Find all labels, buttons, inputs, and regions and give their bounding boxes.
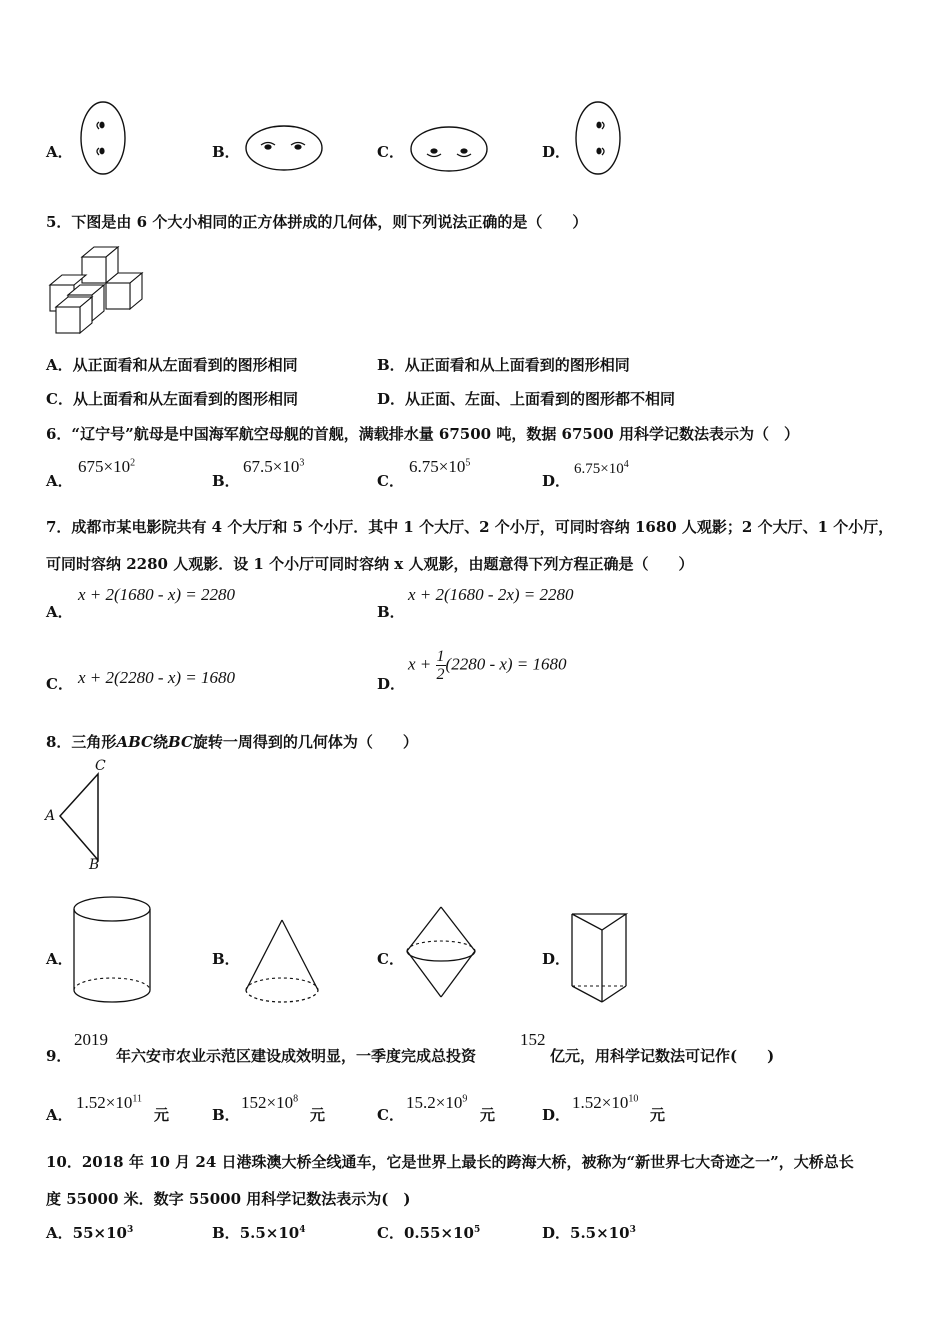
q6-option-b-value: $67.5\times 10^3$ xyxy=(243,457,305,476)
q5-option-d-label: D． xyxy=(377,390,406,408)
q5-option-b-label: B． xyxy=(377,356,405,374)
q7-option-a-label[interactable]: A． xyxy=(46,603,73,621)
q6-option-a-label[interactable]: A． xyxy=(46,472,73,490)
q9-option-d-value: $1.52\times 10^{10}$ xyxy=(572,1093,639,1112)
q4-option-c-label[interactable]: C． xyxy=(377,143,404,161)
q5-option-a-label: A． xyxy=(46,356,73,374)
q10-option-a[interactable]: A．$55\times 10^3$ xyxy=(46,1224,134,1242)
q10-option-c-value: 0.55×10 xyxy=(403,1224,474,1242)
q10-option-d-label: D． xyxy=(542,1224,571,1242)
q4-option-a-label[interactable]: A． xyxy=(46,143,73,161)
q5-option-c-label: C． xyxy=(46,390,73,408)
q9-option-c-label[interactable]: C． xyxy=(377,1106,404,1124)
double-cone-figure xyxy=(405,905,479,1001)
q6-stem: 6．“辽宁号”航母是中国海军航空母舰的首舰，满载排水量 67500 吨，数据 67500 用科学记数法表示为（ ） xyxy=(46,425,799,443)
q9-option-b-value: $152\times 10^8$ xyxy=(241,1093,299,1112)
q10-option-b-value: 5.5×10 xyxy=(239,1224,300,1242)
q6-option-c-label[interactable]: C． xyxy=(377,472,404,490)
q9-number: 9． xyxy=(46,1047,72,1065)
q9-option-b-label[interactable]: B． xyxy=(212,1106,240,1124)
q10-option-a-label: A． xyxy=(46,1224,73,1242)
q7-option-c-label[interactable]: C． xyxy=(46,675,73,693)
q5-option-a-text: 从正面看和从左面看到的图形相同 xyxy=(72,356,298,374)
q10-option-b-label: B． xyxy=(212,1224,240,1242)
q9-year: 2019 xyxy=(74,1030,108,1049)
q10-stem-line2: 度 55000 米．数字 55000 用科学记数法表示为( ) xyxy=(46,1190,411,1208)
cone-figure xyxy=(242,918,324,1008)
triangular-prism-figure xyxy=(570,910,632,1006)
q5-cube-figure xyxy=(46,245,150,337)
q9-option-a-value: $1.52\times 10^{11}$ xyxy=(76,1093,142,1112)
q7-option-b-equation: x + 2(1680 - 2x) = 2280 xyxy=(408,585,574,604)
q5-option-c-text: 从上面看和从左面看到的图形相同 xyxy=(72,390,298,408)
one-half-fraction: $\frac{1}{2}$ xyxy=(436,648,445,683)
q10-option-a-value: 55×10 xyxy=(72,1224,127,1242)
q9-option-d-label[interactable]: D． xyxy=(542,1106,571,1124)
q6-option-a-value: $675\times 10^2$ xyxy=(78,457,136,476)
q4-option-c-figure xyxy=(410,126,490,176)
cylinder-figure xyxy=(72,895,154,1007)
q8-option-a-label[interactable]: A． xyxy=(46,950,73,968)
q5-option-a[interactable] xyxy=(46,354,298,375)
q5-option-d[interactable] xyxy=(377,388,675,409)
q9-option-c-value: $15.2\times 10^9$ xyxy=(406,1093,468,1112)
q6-option-d-label[interactable]: D． xyxy=(542,472,571,490)
q9-option-a-label[interactable]: A． xyxy=(46,1106,73,1124)
q5-stem: 5．下图是由 6 个大小相同的正方体拼成的几何体，则下列说法正确的是（ ） xyxy=(46,213,588,231)
q5-option-b[interactable] xyxy=(377,354,630,375)
q9-option-b-unit: 元 xyxy=(310,1106,326,1124)
q5-option-d-text: 从正面、左面、上面看到的图形都不相同 xyxy=(405,390,676,408)
q9-option-d-unit: 元 xyxy=(650,1106,666,1124)
q8-option-c-label[interactable]: C． xyxy=(377,950,404,968)
vertex-a-label: A xyxy=(45,808,56,824)
triangle-abc xyxy=(58,772,102,864)
q8-option-b-label[interactable]: B． xyxy=(212,950,240,968)
q10-option-c-label: C． xyxy=(377,1224,404,1242)
q6-option-c-value: $6.75\times 10^5$ xyxy=(409,457,471,476)
q4-option-a-figure xyxy=(80,100,130,178)
q7-option-c-equation: x + 2(2280 - x) = 1680 xyxy=(78,668,236,687)
q4-option-b-label[interactable]: B． xyxy=(212,143,240,161)
q10-option-d[interactable]: D．$5.5\times 10^3$ xyxy=(542,1224,636,1242)
q6-option-d-value: $6.75\times 10^4$ xyxy=(574,459,629,477)
q8-option-d-label[interactable]: D． xyxy=(542,950,571,968)
q8-stem: 8．三角形ABC绕BC旋转一周得到的几何体为（ ） xyxy=(46,733,418,751)
q10-option-b[interactable]: B．$5.5\times 10^4$ xyxy=(212,1224,306,1242)
q9-stem-mid: 年六安市农业示范区建设成效明显，一季度完成总投资 xyxy=(116,1047,477,1065)
q9-stem-post: 亿元，用科学记数法可记作( ) xyxy=(550,1047,775,1065)
q6-option-b-label[interactable]: B． xyxy=(212,472,240,490)
q7-option-d-equation: x + $\frac{1}{2}$ (2280 - x) = 1680 xyxy=(408,648,567,683)
q5-option-b-text: 从正面看和从上面看到的图形相同 xyxy=(404,356,630,374)
q9-option-c-unit: 元 xyxy=(480,1106,496,1124)
vertex-b-label: B xyxy=(89,857,100,873)
q9-option-a-unit: 元 xyxy=(154,1106,170,1124)
vertex-c-label: C xyxy=(95,758,106,774)
q4-option-b-figure xyxy=(245,125,325,175)
q10-option-c[interactable]: C．$0.55\times 10^5$ xyxy=(377,1224,481,1242)
q7-option-d-label[interactable]: D． xyxy=(377,675,406,693)
q10-option-d-value: 5.5×10 xyxy=(570,1224,630,1242)
q7-stem-line1: 7．成都市某电影院共有 4 个大厅和 5 个小厅．其中 1 个大厅、2 个小厅，可同时容纳 1680 人观影；2 个大厅、1 个小厅， xyxy=(46,518,894,536)
q4-option-d-label[interactable]: D． xyxy=(542,143,571,161)
q7-option-b-label[interactable]: B． xyxy=(377,603,405,621)
q4-option-d-figure xyxy=(575,100,625,178)
q9-amount: 152 xyxy=(520,1030,546,1049)
q7-option-a-equation: x + 2(1680 - x) = 2280 xyxy=(78,585,236,604)
q5-option-c[interactable] xyxy=(46,388,298,409)
q7-stem-line2: 可同时容纳 2280 人观影．设 1 个小厅可同时容纳 x 人观影，由题意得下列方程正确是（ ） xyxy=(46,555,694,573)
q10-stem-line1: 10．2018 年 10 月 24 日港珠澳大桥全线通车，它是世界上最长的跨海大桥，被称为“新世界七大奇迹之一”，大桥总长 xyxy=(46,1153,854,1171)
